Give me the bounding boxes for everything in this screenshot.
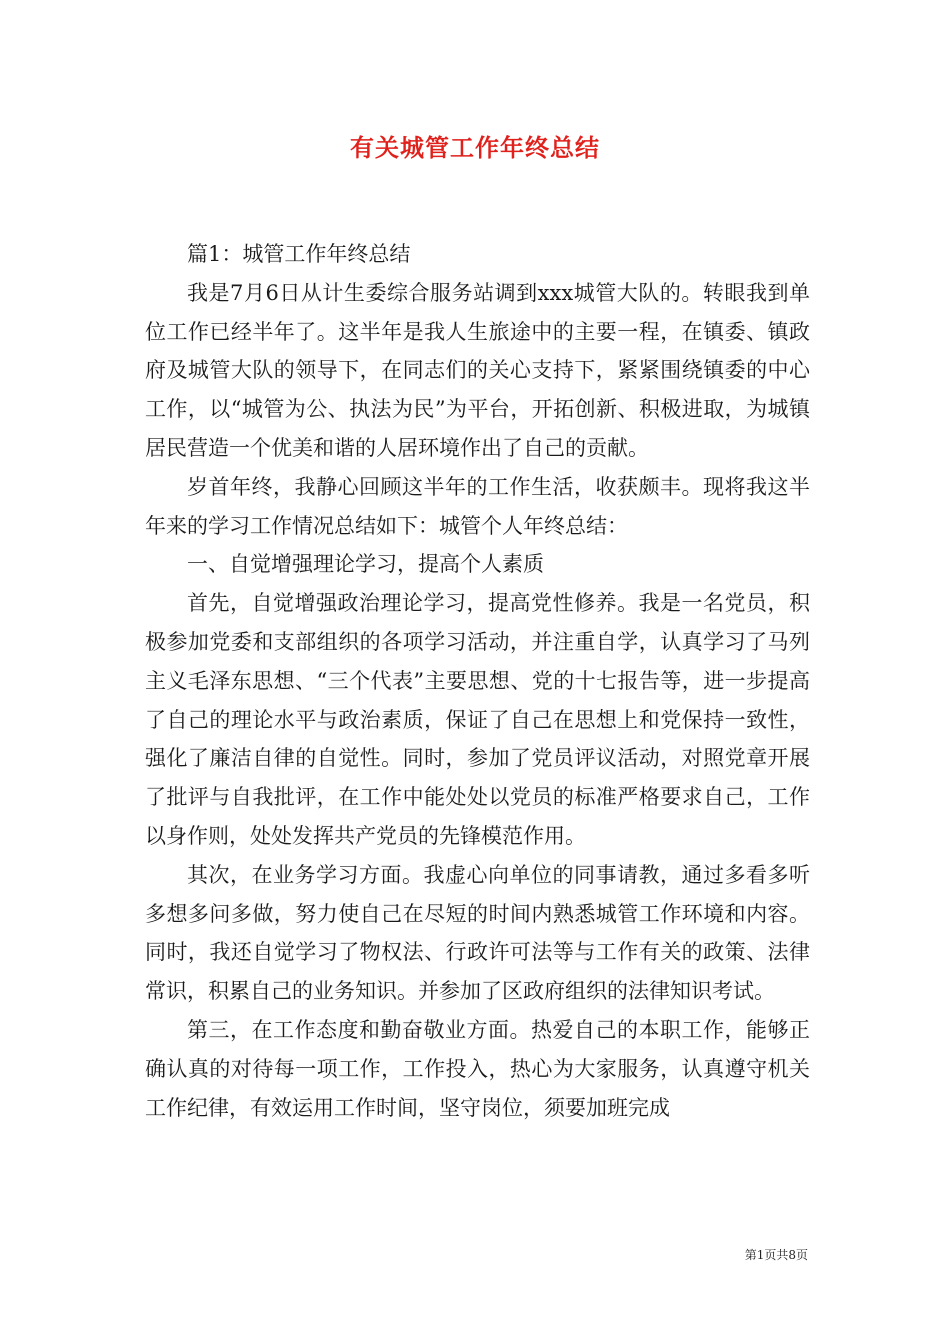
- section-heading: 篇1：城管工作年终总结: [187, 242, 411, 266]
- subheading: 一、自觉增强理论学习，提高个人素质: [187, 552, 544, 577]
- page-number: 第1页共8页: [744, 1248, 808, 1262]
- paragraph: 岁首年终，我静心回顾这半年的工作生活，收获颇丰。现将我这半年来的学习工作情况总结如下：城管个人年终总结：: [145, 474, 810, 538]
- paragraph: 首先，自觉增强政治理论学习，提高党性修养。我是一名党员，积极参加党委和支部组织的各项学习活动，并注重自学，认真学习了马列主义毛泽东思想、“三个代表”主要思想、党的十七报告等，进一步提高了自己的理论水平与政治素质，保证了自己在思想上和党保持一致性，强化了廉洁自律的自觉性。同时，参加了党员评议活动，对照党章开展了批评与自我批评，在工作中能处处以党员的标准严格要求自己，工作以身作则，处处发挥共产党员的先锋模范作用。: [145, 591, 810, 848]
- paragraph: 第三，在工作态度和勤奋敬业方面。热爱自己的本职工作，能够正确认真的对待每一项工作，工作投入，热心为大家服务，认真遵守机关工作纪律，有效运用工作时间，坚守岗位，须要加班完成: [145, 1017, 810, 1120]
- page-title: 有关城管工作年终总结: [350, 133, 600, 162]
- document-body: [145, 235, 810, 1127]
- paragraph: 其次，在业务学习方面。我虚心向单位的同事请教，通过多看多听多想多问多做，努力使自己在尽短的时间内熟悉城管工作环境和内容。同时，我还自觉学习了物权法、行政许可法等与工作有关的政策、法律常识，积累自己的业务知识。并参加了区政府组织的法律知识考试。: [145, 862, 810, 1004]
- paragraph: 我是7月6日从计生委综合服务站调到xxx城管大队的。转眼我到单位工作已经半年了。这半年是我人生旅途中的主要一程，在镇委、镇政府及城管大队的领导下，在同志们的关心支持下，紧紧围绕镇委的中心工作，以“城管为公、执法为民”为平台，开拓创新、积极进取，为城镇居民营造一个优美和谐的人居环境作出了自己的贡献。: [145, 280, 810, 460]
